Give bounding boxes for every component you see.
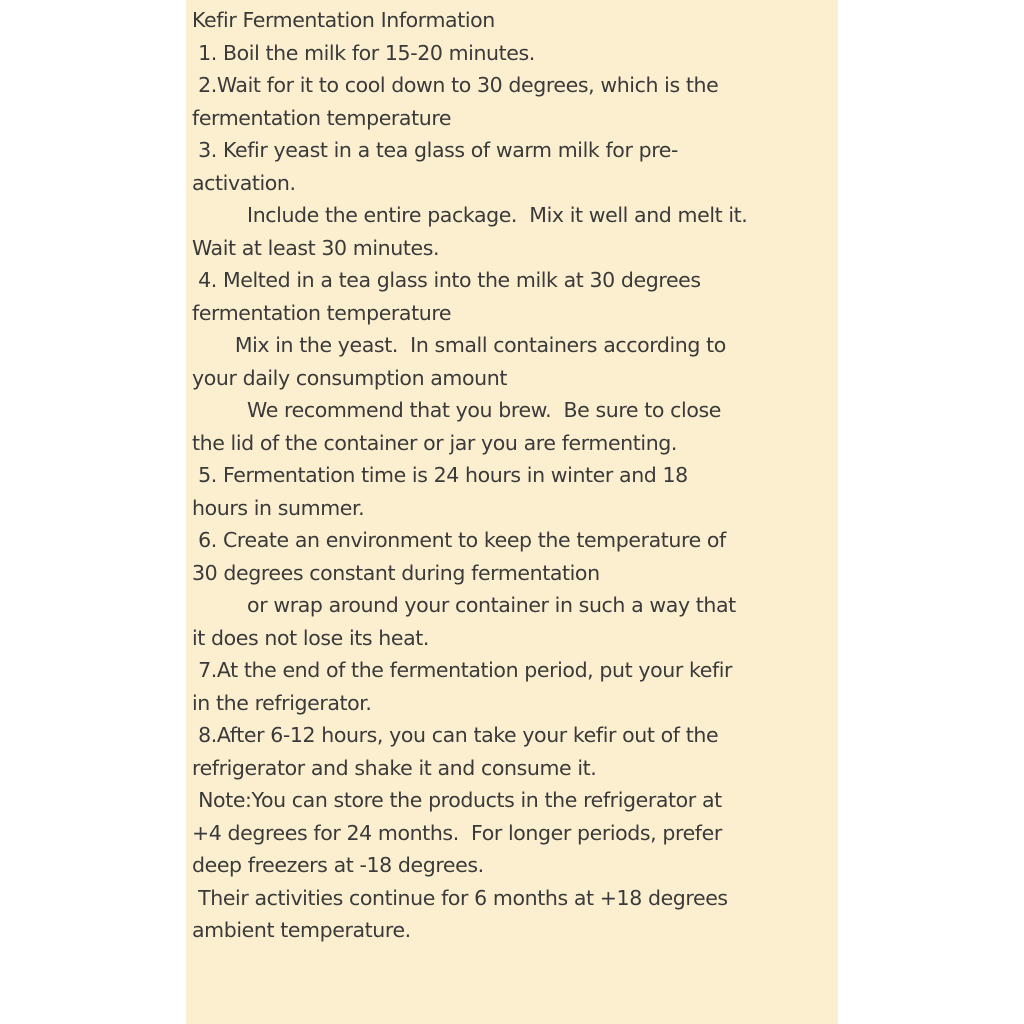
- text-line: your daily consumption amount: [192, 365, 507, 390]
- text-line: Note:You can store the products in the refrigerator at: [192, 788, 722, 812]
- text-line: 8.After 6-12 hours, you can take your kefir out of the: [192, 723, 719, 747]
- text-line: the lid of the container or jar you are fermenting.: [192, 430, 678, 455]
- text-line: 5. Fermentation time is 24 hours in winter and 18: [192, 463, 688, 487]
- text-line: ambient temperature.: [192, 918, 411, 942]
- text-line: +4 degrees for 24 months. For longer periods, prefer: [192, 820, 722, 845]
- text-line: 4. Melted in a tea glass into the milk at 30 degrees: [192, 268, 701, 292]
- instruction-lines: [192, 37, 838, 947]
- text-line: refrigerator and shake it and consume it.: [192, 755, 597, 780]
- instructions-panel: [186, 0, 838, 1024]
- text-line: 30 degrees constant during fermentation: [192, 560, 600, 585]
- text-line: We recommend that you brew. Be sure to close: [192, 398, 721, 422]
- text-line: hours in summer.: [192, 495, 365, 520]
- text-line: 7.At the end of the fermentation period, put your kefir: [192, 658, 733, 682]
- text-line: or wrap around your container in such a way that: [192, 593, 736, 617]
- text-line: in the refrigerator.: [192, 690, 372, 715]
- text-line: 2.Wait for it to cool down to 30 degrees, which is the: [192, 73, 719, 97]
- text-line: it does not lose its heat.: [192, 625, 430, 650]
- text-line: fermentation temperature: [192, 105, 452, 130]
- text-line: Mix in the yeast. In small containers according to: [192, 333, 726, 357]
- text-line: fermentation temperature: [192, 300, 452, 325]
- text-line: activation.: [192, 170, 296, 195]
- text-line: Include the entire package. Mix it well and melt it.: [192, 203, 748, 227]
- document-title: Kefir Fermentation Information: [192, 8, 495, 32]
- text-line: Their activities continue for 6 months at +18 degrees: [192, 885, 728, 910]
- text-line: deep freezers at -18 degrees.: [192, 853, 484, 877]
- text-line: 6. Create an environment to keep the temperature of: [192, 528, 726, 552]
- text-line: 3. Kefir yeast in a tea glass of warm milk for pre-: [192, 138, 678, 162]
- text-line: Wait at least 30 minutes.: [192, 235, 440, 260]
- text-line: 1. Boil the milk for 15-20 minutes.: [192, 40, 535, 65]
